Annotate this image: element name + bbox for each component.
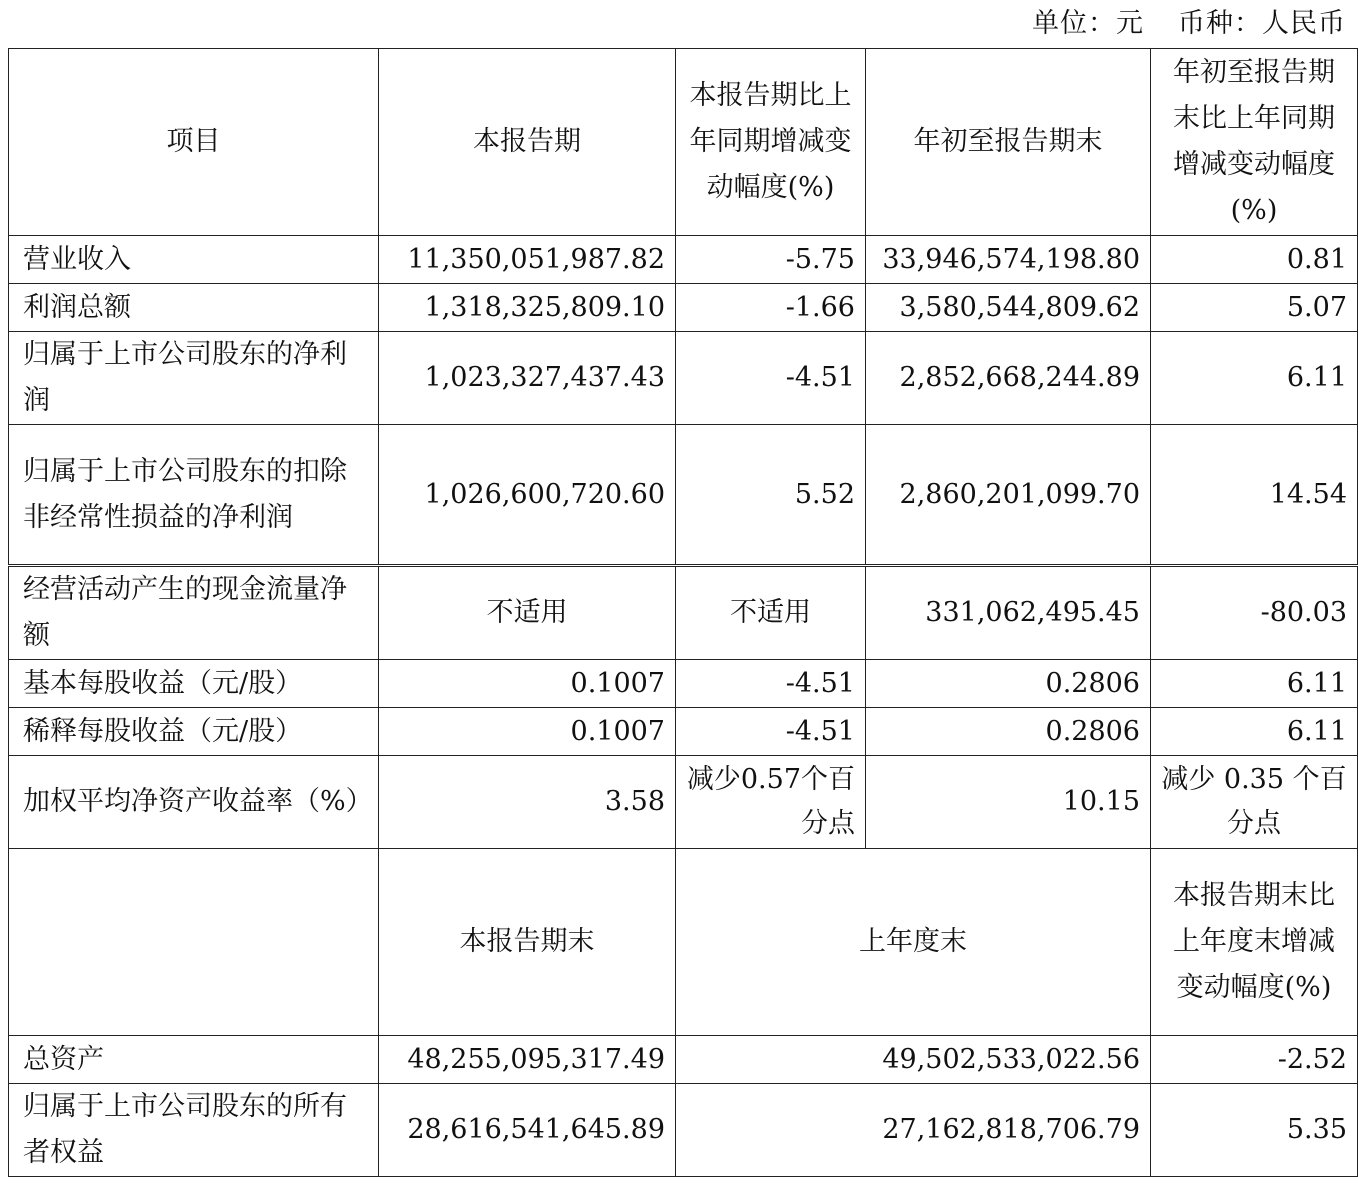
row-item: 总资产 xyxy=(9,1036,379,1084)
row-current-change: 5.52 xyxy=(676,425,866,566)
header-item: 项目 xyxy=(9,49,379,236)
row-ytd-change: -80.03 xyxy=(1151,566,1358,660)
row-period-end: 28,616,541,645.89 xyxy=(379,1084,676,1177)
row-current: 1,318,325,809.10 xyxy=(379,284,676,332)
header2-empty xyxy=(9,849,379,1036)
row-change: 5.35 xyxy=(1151,1084,1358,1177)
financial-data-table xyxy=(8,48,1358,1177)
row-current: 3.58 xyxy=(379,756,676,849)
row-ytd: 331,062,495.45 xyxy=(866,566,1151,660)
row-prior-year-end: 49,502,533,022.56 xyxy=(676,1036,1151,1084)
header-ytd-change: 年初至报告期末比上年同期增减变动幅度(%) xyxy=(1151,49,1358,236)
table-row xyxy=(9,708,1358,756)
row-item: 归属于上市公司股东的净利润 xyxy=(9,332,379,425)
row-current: 11,350,051,987.82 xyxy=(379,236,676,284)
row-current: 0.1007 xyxy=(379,708,676,756)
row-current: 不适用 xyxy=(379,566,676,660)
table-row xyxy=(9,660,1358,708)
row-change: -2.52 xyxy=(1151,1036,1358,1084)
row-ytd: 2,860,201,099.70 xyxy=(866,425,1151,566)
row-item: 归属于上市公司股东的所有者权益 xyxy=(9,1084,379,1177)
row-item: 归属于上市公司股东的扣除非经常性损益的净利润 xyxy=(9,425,379,566)
table-row xyxy=(9,566,1358,660)
row-current-change: -4.51 xyxy=(676,660,866,708)
header-row xyxy=(9,49,1358,236)
row-item: 加权平均净资产收益率（%） xyxy=(9,756,379,849)
row-ytd-change: 6.11 xyxy=(1151,708,1358,756)
table-row xyxy=(9,756,1358,849)
currency-label: 币种：人民币 xyxy=(1178,8,1346,39)
header-prior-year-end: 上年度末 xyxy=(676,849,1151,1036)
row-ytd-change: 减少 0.35 个百分点 xyxy=(1151,756,1358,849)
row-ytd-change: 14.54 xyxy=(1151,425,1358,566)
header-current-period: 本报告期 xyxy=(379,49,676,236)
header-ytd: 年初至报告期末 xyxy=(866,49,1151,236)
row-current-change: -5.75 xyxy=(676,236,866,284)
row-item: 营业收入 xyxy=(9,236,379,284)
header-row-2 xyxy=(9,849,1358,1036)
row-current-change: -1.66 xyxy=(676,284,866,332)
row-current-change: 不适用 xyxy=(676,566,866,660)
row-current: 0.1007 xyxy=(379,660,676,708)
table-row xyxy=(9,236,1358,284)
unit-label: 单位：元 xyxy=(1032,8,1144,39)
table-row xyxy=(9,332,1358,425)
table-row xyxy=(9,1084,1358,1177)
row-item: 稀释每股收益（元/股） xyxy=(9,708,379,756)
row-current: 1,023,327,437.43 xyxy=(379,332,676,425)
row-current-change: -4.51 xyxy=(676,332,866,425)
row-current-change: -4.51 xyxy=(676,708,866,756)
row-ytd-change: 6.11 xyxy=(1151,660,1358,708)
row-ytd: 0.2806 xyxy=(866,660,1151,708)
row-ytd: 2,852,668,244.89 xyxy=(866,332,1151,425)
row-ytd-change: 6.11 xyxy=(1151,332,1358,425)
header-period-end-change: 本报告期末比上年度末增减变动幅度(%) xyxy=(1151,849,1358,1036)
row-item: 经营活动产生的现金流量净额 xyxy=(9,566,379,660)
row-prior-year-end: 27,162,818,706.79 xyxy=(676,1084,1151,1177)
row-current-change: 减少0.57个百分点 xyxy=(676,756,866,849)
row-ytd: 10.15 xyxy=(866,756,1151,849)
table-row xyxy=(9,425,1358,566)
row-ytd-change: 0.81 xyxy=(1151,236,1358,284)
row-ytd: 0.2806 xyxy=(866,708,1151,756)
row-item: 基本每股收益（元/股） xyxy=(9,660,379,708)
row-ytd: 3,580,544,809.62 xyxy=(866,284,1151,332)
table-row xyxy=(9,1036,1358,1084)
unit-line xyxy=(1032,2,1346,46)
table-row xyxy=(9,284,1358,332)
row-period-end: 48,255,095,317.49 xyxy=(379,1036,676,1084)
header-period-end: 本报告期末 xyxy=(379,849,676,1036)
row-ytd-change: 5.07 xyxy=(1151,284,1358,332)
row-item: 利润总额 xyxy=(9,284,379,332)
row-current: 1,026,600,720.60 xyxy=(379,425,676,566)
row-ytd: 33,946,574,198.80 xyxy=(866,236,1151,284)
header-current-change: 本报告期比上年同期增减变动幅度(%) xyxy=(676,49,866,236)
